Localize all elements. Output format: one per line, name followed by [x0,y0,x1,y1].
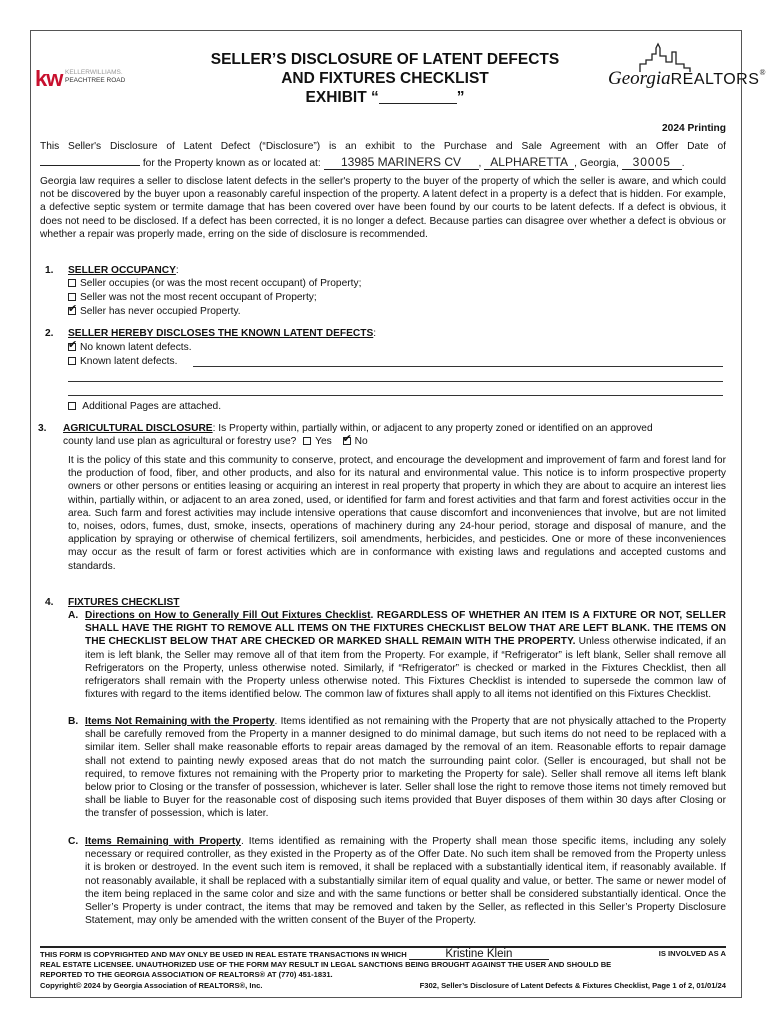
additional-pages-option[interactable]: Additional Pages are attached. [68,400,221,413]
intro-line-1: This Seller's Disclosure of Latent Defect (“Disclosure”) is an exhibit to the Purchase and Sale Agreement with an Offer Date of [40,141,726,152]
title-line-3: EXHIBIT “ ” [305,89,465,106]
logo-realtors-text: REALTORS [670,71,760,88]
zip-field[interactable]: 30005 [622,156,682,170]
occupancy-option-1[interactable]: Seller occupies (or was the most recent occupant) of Property; [68,277,361,290]
no-checked-checkbox-icon[interactable] [343,437,351,445]
kw-logo-line1: KELLERWILLIAMS. [65,69,123,76]
checkbox-icon[interactable] [68,402,76,410]
kw-logo-line2: PEACHTREE ROAD [65,77,126,84]
known-defects-option[interactable]: Known latent defects. [68,355,177,368]
defects-line-3[interactable] [68,395,723,396]
title-line-2: AND FIXTURES CHECKLIST [281,70,489,87]
section-2-heading: SELLER HEREBY DISCLOSES THE KNOWN LATENT DEFECTS: [68,328,377,339]
defects-line-1[interactable] [193,366,723,367]
footer-line-3: REPORTED TO THE GEORGIA ASSOCIATION OF REALTORS® AT (770) 451-1831. [40,970,333,979]
checked-checkbox-icon[interactable] [68,307,76,315]
section-3-heading: AGRICULTURAL DISCLOSURE: Is Property within, partially within, or adjacent to any property zoned or identified on an approved [63,423,653,434]
printing-year: 2024 Printing [662,123,726,134]
offer-date-blank[interactable] [40,154,140,166]
city-field[interactable]: ALPHARETTA [484,156,574,170]
checked-checkbox-icon[interactable] [68,343,76,351]
section-4-heading: FIXTURES CHECKLIST [68,597,180,608]
defects-line-2[interactable] [68,381,723,382]
address-field[interactable]: 13985 MARINERS CV [324,156,479,170]
kw-logo-mark: kw [35,66,63,91]
intro-line-2: for the Property known as or located at: 13985 MARINERS CV , ALPHARETTA , Georgia, 30005 . [40,154,726,170]
section-1-heading: SELLER OCCUPANCY: [68,265,179,276]
items-not-remaining: Items Not Remaining with the Property. Items identified as not remaining with the Property that are not physically attached to the Property shall be carefully removed from the Property in a manner designed to do minimal damage, but such items do not need to be replaced with a similar item. Seller shall make reasonable efforts to repair areas damaged by the removal of an item. Reasonable efforts to repair damage shall not extend to painting newly exposed areas that do not match the surrounding paint color. (Seller is encouraged, but shall not be required, to remove fixtures not remaining with the Property prior to marketing the Property for sale). Seller shall remove all items left blank below prior to Closing or the transfer of possession, whichever is later. Seller shall lose the right to remove those items not timely removed but shall be liable to Buyer for the reasonable cost of disposing such items provided that Buyer disposes of them within 30 days after Closing or the transfer of possession, which is later. [85,716,726,820]
items-remaining: Items Remaining with Property. Items identified as remaining with the Property shall mean those specific items, including any solely necessary or required controller, as they existed in the Property as of the Offer Date. No such item shall be removed from the Property unless it is broken or destroyed. In the event such item is removed, it shall be replaced with a substantially identical item, if reasonably available. If not reasonably available, it shall be replaced with a substantially similar item of equal quality and value, or better. The same or newer model of the item being replaced in the same color and size and with the same functions or better shall be considered substantially identical. Once the Seller’s Property is under contract, the items that may be removed and taken by the Seller, as reflected in this Seller’s Property Disclosure Statement, may only be amended with the written consent of the Buyer of the Property. [85,836,726,927]
no-defects-option[interactable]: ✔No known latent defects. [68,341,192,354]
occupancy-option-2[interactable]: Seller was not the most recent occupant of Property; [68,291,317,304]
yes-checkbox-icon[interactable] [303,437,311,445]
copyright: Copyright© 2024 by Georgia Association of REALTORS®, Inc. [40,981,263,990]
footer-line-1: THIS FORM IS COPYRIGHTED AND MAY ONLY BE USED IN REAL ESTATE TRANSACTIONS IN WHICH Kristine Klein IS INVOLVED AS A [40,948,726,960]
footer-line-2: REAL ESTATE LICENSEE. UNAUTHORIZED USE OF THE FORM MAY RESULT IN LEGAL SANCTIONS BEING BROUGHT AGAINST THE USER AND SHOULD BE [40,960,612,969]
footer-divider [40,946,726,948]
agricultural-paragraph: It is the policy of this state and this community to conserve, protect, and encourage the development and improvement of farm and forest land for the production of food, fiber, and other products, and also for its natural and environmental value. This notice is to inform prospective property owners or other persons or entities leasing or acquiring an interest in real property that property in which they are about to acquire an interest lies within, partially within, or adjacent to an area zoned, used, or identified for farm and forest activities and that farm and forest activities occur in the area. Such farm and forest activities may include intensive operations that cause discomfort and inconveniences that involve, but are not limited to, noises, odors, fumes, dust, smoke, insects, operations of machinery during any 24-hour period, storage and disposal of manure, and the application by spraying or otherwise of chemical fertilizers, soil amendments, herbicides, and pesticides. One or more of these inconveniences may occur as the result of farm or forest activities which are in conformance with existing laws and regulations and accepted customs and standards. [68,455,726,572]
licensee-name: Kristine Klein [409,949,549,960]
exhibit-blank[interactable] [379,89,457,104]
intro-paragraph: Georgia law requires a seller to disclose latent defects in the seller's property to the buyer of the property of which the seller is aware, and which could not be discovered by the buyer upon a reasonably careful inspection of the property. A latent defect in a property is a defect that is hidden. For example, a defective septic system or termite damage that has been covered over have been found by our courts to be latent defects. If a defect is obvious, it does not need to be disclosed. If a defect has been corrected, it is no longer a defect. Because parties can disagree over whether a defect is obvious or whether a repair was properly made, erring on the side of disclosure is recommended. [40,176,726,240]
logo-georgia-text: Georgia [608,68,671,89]
title-line-1: SELLER’S DISCLOSURE OF LATENT DEFECTS [210,51,560,68]
form-id: F302, Seller’s Disclosure of Latent Defects & Fixtures Checklist, Page 1 of 2, 01/01/24 [419,981,726,990]
checkbox-icon[interactable] [68,357,76,365]
checkbox-icon[interactable] [68,279,76,287]
checkbox-icon[interactable] [68,293,76,301]
fixtures-directions: Directions on How to Generally Fill Out Fixtures Checklist. REGARDLESS OF WHETHER AN ITEM IS A FIXTURE OR NOT, SELLER SHALL HAVE THE RIGHT TO REMOVE ALL ITEMS ON THE FIXTURES CHECKLIST BELOW THAT ARE LEFT BLANK. THE ITEMS ON THE CHECKLIST BELOW THAT ARE CHECKED OR MARKED SHALL REMAIN WITH THE PROPERTY. Unless otherwise indicated, if an item is left blank, the Seller may remove all of that item from the Property. For example, if “Refrigerator” is left blank, Seller shall remove all Refrigerators on the Property, unless otherwise noted. Similarly, if “Refrigerator” is checked or marked in the Fixtures Checklist, then all refrigerators shall remain with the Property unless otherwise noted. This Fixtures Checklist is intended to supersede the common law of fixtures with regard to the items identified below. The common law of fixtures shall apply to all items not identified on this Fixtures Checklist. [85,610,727,701]
georgia-realtors-logo: GeorgiaREALTORS® [608,42,738,102]
occupancy-option-3[interactable]: ✔Seller has never occupied Property. [68,305,241,318]
agricultural-question: county land use plan as agricultural or forestry use? Yes ✔ No [63,435,368,448]
